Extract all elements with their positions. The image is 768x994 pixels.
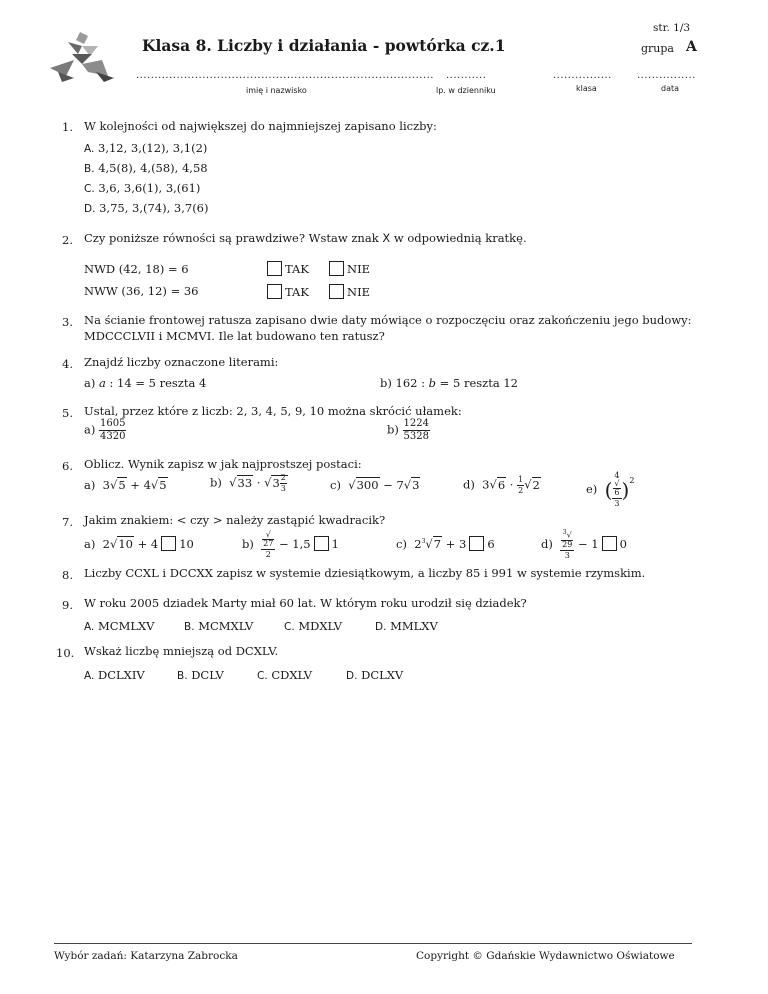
date-field-label: data — [661, 84, 680, 93]
q9-option-b[interactable]: B. MCMXLV — [184, 619, 254, 633]
q7-text: Jakim znakiem: < czy > należy zastąpić kwadracik? — [84, 513, 386, 527]
class-field[interactable]: ................ — [553, 70, 612, 81]
q7-part-a: a) 2√10 + 4 10 — [84, 537, 194, 551]
q1-option-c[interactable]: C. 3,6, 3,6(1), 3,(61) — [84, 181, 201, 195]
q10-text: Wskaż liczbę mniejszą od DCXLV. — [84, 644, 279, 658]
footer-divider — [54, 943, 692, 944]
group-value: A — [686, 39, 697, 55]
q6-number: 6. — [62, 459, 73, 473]
q4-text: Znajdź liczby oznaczone literami: — [84, 355, 279, 369]
q6-part-a: a) 3√5 + 4√5 — [84, 478, 167, 492]
q6-part-c: c) √300 − 7√3 — [330, 478, 420, 492]
q2-row-1-no[interactable]: NIE — [326, 261, 370, 276]
q1-number: 1. — [62, 120, 73, 134]
checkbox[interactable] — [267, 261, 282, 276]
q9-option-d[interactable]: D. MMLXV — [375, 619, 438, 633]
page-title: Klasa 8. Liczby i działania - powtórka cz.1 — [142, 36, 506, 55]
answer-box[interactable] — [314, 536, 329, 551]
checkbox[interactable] — [267, 284, 282, 299]
q8-number: 8. — [62, 568, 73, 582]
tangram-logo-icon — [48, 32, 116, 84]
q8-text: Liczby CCXL i DCCXX zapisz w systemie dziesiątkowym, a liczby 85 i 991 w systemie rzymskim. — [84, 566, 646, 580]
answer-box[interactable] — [161, 536, 176, 551]
q10-option-c[interactable]: C. CDXLV — [257, 668, 313, 682]
q7-part-d: d) $^3$√ 29 3 − 1 0 — [541, 529, 627, 560]
q1-option-d[interactable]: D. 3,75, 3,(74), 3,7(6) — [84, 201, 209, 215]
q7-part-b: b) √ 27 2 − 1,5 1 — [242, 530, 339, 559]
q2-row-1-yes[interactable]: TAK — [264, 261, 309, 276]
page-number: str. 1/3 — [653, 22, 691, 34]
group-label: grupa — [641, 42, 674, 55]
q1-option-b[interactable]: B. 4,5(8), 4,(58), 4,58 — [84, 161, 208, 175]
q10-number: 10. — [56, 646, 75, 660]
q10-option-b[interactable]: B. DCLV — [177, 668, 224, 682]
q7-part-c: c) $2^3√7 + 3$ 6 — [396, 537, 495, 551]
q9-text: W roku 2005 dziadek Marty miał 60 lat. W którym roku urodził się dziadek? — [84, 596, 527, 610]
q3-number: 3. — [62, 315, 73, 329]
q6-text: Oblicz. Wynik zapisz w jak najprostszej postaci: — [84, 457, 362, 471]
date-field[interactable]: ................ — [637, 70, 696, 81]
q1-option-a[interactable]: A. 3,12, 3,(12), 3,1(2) — [84, 141, 208, 155]
register-number-field[interactable]: ........... — [446, 70, 487, 81]
q2-row-2-expression: NWW (36, 12) = 36 — [84, 284, 199, 298]
q6-part-d: d) 3√6 · $\frac{1}{2}$ √2 — [463, 475, 540, 495]
q2-text: Czy poniższe równości są prawdziwe? Wstaw znak X w odpowiednią kratkę. — [84, 231, 527, 245]
q1-text: W kolejności od największej do najmniejszej zapisano liczby: — [84, 119, 437, 133]
q9-option-a[interactable]: A. MCMLXV — [84, 619, 155, 633]
answer-box[interactable] — [469, 536, 484, 551]
answer-box[interactable] — [602, 536, 617, 551]
q4-number: 4. — [62, 357, 73, 371]
q9-number: 9. — [62, 598, 73, 612]
q9-option-c[interactable]: C. MDXLV — [284, 619, 343, 633]
q4-part-b: b) 162 : b = 5 reszta 12 — [380, 376, 518, 390]
q4-part-a: a) a : 14 = 5 reszta 4 — [84, 376, 207, 390]
footer-copyright: Copyright © Gdańskie Wydawnictwo Oświatowe — [416, 950, 675, 962]
q5-part-b: b) $\frac{1224}{5328}$ — [387, 418, 429, 442]
q2-number: 2. — [62, 233, 73, 247]
q2-row-1-expression: NWD (42, 18) = 6 — [84, 262, 189, 276]
q2-row-2-no[interactable]: NIE — [326, 284, 370, 299]
q6-part-e: e) ( 4 √ 6 3 )$^2$ — [586, 471, 635, 508]
q5-part-a: a) $\frac{1605}{4320}$ — [84, 418, 126, 442]
q7-number: 7. — [62, 515, 73, 529]
name-field[interactable]: ................................................................................. — [136, 70, 434, 81]
q5-text: Ustal, przez które z liczb: 2, 3, 4, 5, 9, 10 można skrócić ułamek: — [84, 404, 462, 418]
q10-option-d[interactable]: D. DCLXV — [346, 668, 404, 682]
register-number-label: lp. w dzienniku — [436, 86, 496, 95]
checkbox[interactable] — [329, 261, 344, 276]
q5-number: 5. — [62, 406, 73, 420]
q2-row-2-yes[interactable]: TAK — [264, 284, 309, 299]
q3-text-line-2: MDCCCLVII i MCMVI. Ile lat budowano ten ratusz? — [84, 329, 385, 343]
q10-option-a[interactable]: A. DCLXIV — [84, 668, 145, 682]
class-field-label: klasa — [576, 84, 597, 93]
footer-author: Wybór zadań: Katarzyna Zabrocka — [54, 950, 238, 962]
name-field-label: imię i nazwisko — [246, 86, 307, 95]
checkbox[interactable] — [329, 284, 344, 299]
q6-part-b: b) √33 · √3 $\frac{2}{3}$ — [210, 473, 286, 493]
q3-text-line-1: Na ścianie frontowej ratusza zapisano dwie daty mówiące o rozpoczęciu oraz zakończeniu jego budowy: — [84, 313, 692, 327]
